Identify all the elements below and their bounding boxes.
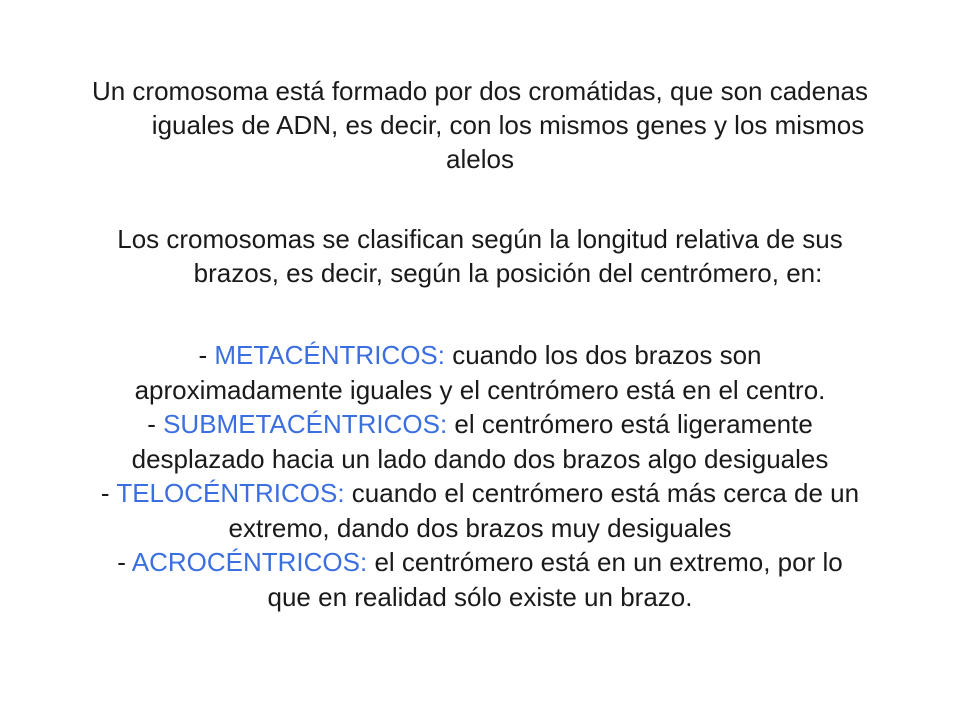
bullet-dash: - [198,340,215,370]
type-keyword: ACROCÉNTRICOS: [131,547,368,577]
type-description: cuando el centrómero está más cerca de un [344,478,860,508]
type-telocentric-line2: extremo, dando dos brazos muy desiguales [228,512,732,543]
paragraph-line: Un cromosoma está formado por dos cromátidas, que son cadenas [91,76,869,106]
bullet-dash: - [117,547,132,577]
type-submetacentric-line2: desplazado hacia un lado dando dos brazos algo desiguales [131,443,829,474]
type-telocentric-line1 [20,476,940,511]
type-keyword: TELOCÉNTRICOS: [116,478,345,508]
type-submetacentric-line1 [20,407,940,442]
paragraph-line: alelos [446,144,514,174]
type-acrocentric-line1 [20,545,940,580]
bullet-dash: - [100,478,117,508]
paragraph-line: iguales de ADN, es decir, con los mismos genes y los mismos [151,110,865,140]
type-description: cuando los dos brazos son [444,340,762,370]
type-metacentric-line2: aproximadamente iguales y el centrómero está en el centro. [134,374,826,405]
type-keyword: SUBMETACÉNTRICOS: [163,409,448,439]
paragraph-line: Los cromosomas se clasifican según la longitud relativa de sus [117,224,843,254]
bullet-dash: - [147,409,164,439]
type-description: el centrómero está ligeramente [447,409,813,439]
type-acrocentric-line2: que en realidad sólo existe un brazo. [267,581,693,612]
classification-intro-paragraph [30,222,930,290]
type-description: el centrómero está en un extremo, por lo [367,547,843,577]
type-metacentric-line1 [20,338,940,373]
paragraph-line: brazos, es decir, según la posición del centrómero, en: [193,258,823,288]
chromosome-definition-paragraph [30,74,930,176]
type-keyword: METACÉNTRICOS: [214,340,445,370]
chromosome-types-list [20,338,940,614]
